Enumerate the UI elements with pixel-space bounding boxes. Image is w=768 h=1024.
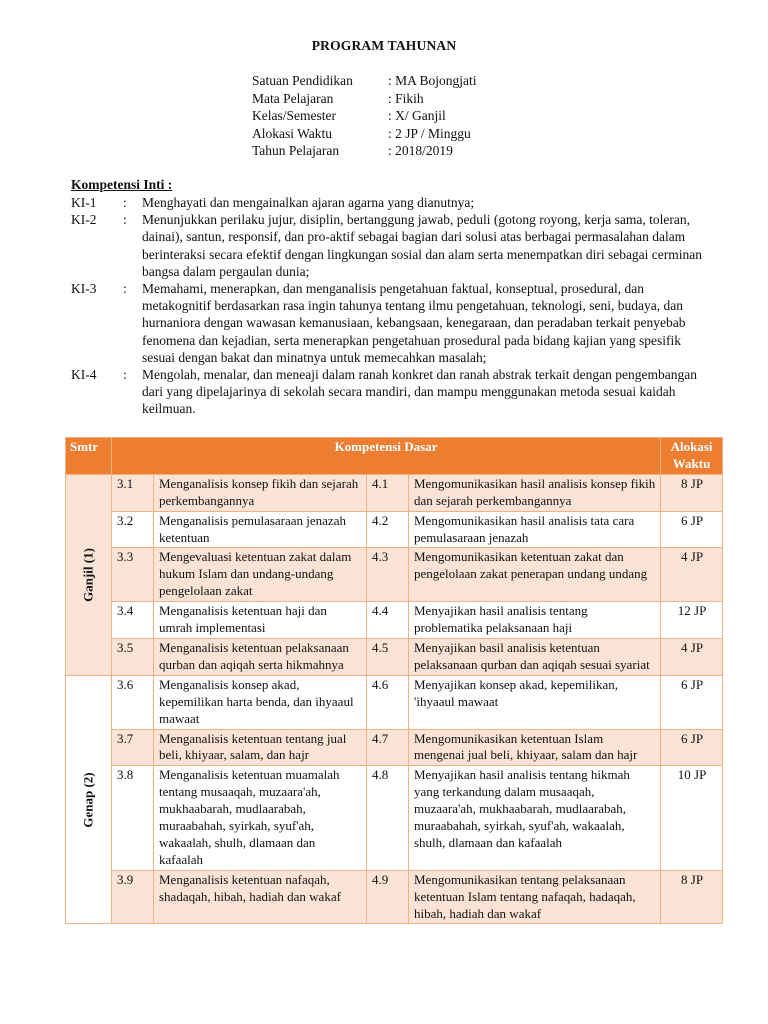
alokasi-value: 4 JP	[661, 638, 723, 675]
table-row	[66, 511, 723, 548]
kd4-text: Menyajikan hasil analisis tentang problematika pelaksanaan haji	[409, 602, 661, 639]
kd3-number: 3.6	[112, 675, 154, 729]
header-kompetensi-dasar: Kompetensi Dasar	[112, 438, 661, 475]
alokasi-value: 8 JP	[661, 474, 723, 511]
table-header-row	[66, 438, 723, 475]
ki-colon: :	[123, 367, 127, 383]
semester-cell	[66, 474, 112, 675]
kd4-text: Mengomunikasikan hasil analisis tata cara pemulasaraan jenazah	[409, 511, 661, 548]
alokasi-value: 6 JP	[661, 729, 723, 766]
ki-text: Menunjukkan perilaku jujur, disiplin, bertanggung jawab, peduli (gotong royong, kerja sama, toleran, dainai), santun, responsif, dan pro-aktif sebagai bagian dari solusi atas berbagai permasalahan dalam berinteraksi secara efektif dengan lingkungan sosial dan alam serta menempatkan diri sebagai cerminan bangsa dalam pergaulan dunia;	[142, 212, 703, 279]
kd4-number: 4.5	[367, 638, 409, 675]
ki-text: Menghayati dan mengainalkan ajaran agarna yang dianutnya;	[142, 195, 475, 210]
alokasi-value: 12 JP	[661, 602, 723, 639]
kd3-text: Menganalisis ketentuan tentang jual beli, khiyaar, salam, dan hajr	[154, 729, 367, 766]
ki-code: KI-3	[71, 281, 97, 297]
ki-item	[71, 366, 711, 418]
ki-heading: Kompetensi Inti :	[71, 177, 173, 192]
identity-label: Kelas/Semester	[252, 108, 336, 123]
ki-item	[71, 211, 711, 280]
kd3-number: 3.2	[112, 511, 154, 548]
kd4-number: 4.8	[367, 766, 409, 870]
ki-code: KI-4	[71, 367, 97, 383]
kd4-number: 4.3	[367, 548, 409, 602]
identity-label: Satuan Pendidikan	[252, 73, 353, 88]
identity-value: : 2 JP / Minggu	[388, 125, 471, 141]
kd4-text: Mengomunikasikan hasil analisis konsep fikih dan sejarah perkembangannya	[409, 474, 661, 511]
table-row	[66, 602, 723, 639]
kd4-number: 4.1	[367, 474, 409, 511]
ki-code: KI-2	[71, 212, 97, 228]
identity-value: : X/ Ganjil	[388, 108, 446, 123]
alokasi-value: 4 JP	[661, 548, 723, 602]
identity-row	[252, 125, 477, 143]
table-row	[66, 870, 723, 924]
ki-item	[71, 194, 711, 211]
ki-colon: :	[123, 195, 127, 210]
identity-value: : MA Bojongjati	[388, 73, 477, 88]
kd3-text: Menganalisis konsep fikih dan sejarah perkembangannya	[154, 474, 367, 511]
alokasi-value: 6 JP	[661, 675, 723, 729]
kd3-text: Menganalisis ketentuan pelaksanaan qurban dan aqiqah serta hikmahnya	[154, 638, 367, 675]
header-smtr: Smtr	[66, 438, 112, 475]
table-row	[66, 474, 723, 511]
kd4-text: Mengomunikasikan tentang pelaksanaan ketentuan Islam tentang nafaqah, hadaqah, hibah, hadiah dan wakaf	[409, 870, 661, 924]
table-row	[66, 675, 723, 729]
table-row	[66, 638, 723, 675]
kd4-number: 4.4	[367, 602, 409, 639]
kd3-text: Mengevaluasi ketentuan zakat dalam hukum Islam dan undang-undang pengelolaan zakat	[154, 548, 367, 602]
table-row	[66, 548, 723, 602]
identity-row	[252, 142, 477, 160]
kd4-text: Mengomunikasikan ketentuan zakat dan pengelolaan zakat penerapan undang undang	[409, 548, 661, 602]
identity-row	[252, 72, 477, 90]
kd3-number: 3.4	[112, 602, 154, 639]
kd3-number: 3.9	[112, 870, 154, 924]
kd4-number: 4.7	[367, 729, 409, 766]
alokasi-value: 10 JP	[661, 766, 723, 870]
kd4-number: 4.2	[367, 511, 409, 548]
kd4-text: Menyajikan basil analisis ketentuan pelaksanaan qurban dan aqiqah sesuai syariat	[409, 638, 661, 675]
identity-block	[252, 72, 477, 160]
identity-label: Mata Pelajaran	[252, 90, 334, 106]
ki-text: Memahami, menerapkan, dan menganalisis pengetahuan faktual, konseptual, prosedural, dan metakognitif berdasarkan rasa ingin tahunya tentang ilmu pengetahuan, teknologi, seni, budaya, dan hurnaniora dengan wawasan kemanusiaan, kebangsaan, kenegaraan, dan peradaban terkait penyebab fenomena dan kejadian, serta menerapkan pengetahuan prosedural pada bidang kajian yang spesifik sesuai dengan bakat dan minatnya untuk memecahkan masalah;	[142, 281, 686, 365]
kd3-text: Menganalisis ketentuan haji dan umrah implementasi	[154, 602, 367, 639]
ki-text: Mengolah, menalar, dan meneaji dalam ranah konkret dan ranah abstrak terkait dengan pengembangan dari yang dipelajarinya di sekolah secara mandiri, dan mampu menggunakan metoda sesuai kaidah keilmuan.	[142, 367, 697, 417]
kd4-number: 4.9	[367, 870, 409, 924]
table-row	[66, 729, 723, 766]
ki-list	[71, 194, 711, 418]
kd4-text: Mengomunikasikan ketentuan Islam mengenai jual beli, khiyaar, salam dan hajr	[409, 729, 661, 766]
kd3-number: 3.3	[112, 548, 154, 602]
document-title: PROGRAM TAHUNAN	[311, 38, 457, 53]
kd3-number: 3.8	[112, 766, 154, 870]
semester-label: Genap (2)	[80, 772, 96, 828]
semester-label: Ganjil (1)	[80, 547, 96, 602]
identity-row	[252, 107, 477, 125]
identity-label: Alokasi Waktu	[252, 125, 333, 141]
identity-value: : 2018/2019	[388, 143, 453, 158]
kd3-text: Menganalisis konsep akad, kepemilikan harta benda, dan ihyaaul mawaat	[154, 675, 367, 729]
identity-label: Tahun Pelajaran	[252, 143, 340, 158]
kd3-number: 3.7	[112, 729, 154, 766]
header-alokasi-waktu: Alokasi Waktu	[661, 438, 723, 475]
kd4-number: 4.6	[367, 675, 409, 729]
identity-row	[252, 90, 477, 108]
table-row	[66, 766, 723, 870]
alokasi-value: 8 JP	[661, 870, 723, 924]
identity-value: : Fikih	[388, 90, 424, 106]
kd3-number: 3.5	[112, 638, 154, 675]
semester-cell	[66, 675, 112, 924]
ki-colon: :	[123, 281, 127, 297]
kd3-text: Menganalisis ketentuan muamalah tentang musaaqah, muzaara'ah, mukhaabarah, mudlaarabah, muraabahah, syirkah, syuf'ah, wakaalah, shulh, dlamaan dan kafaalah	[154, 766, 367, 870]
kompetensi-dasar-table	[65, 437, 723, 924]
kd3-text: Menganalisis pemulasaraan jenazah ketentuan	[154, 511, 367, 548]
kd4-text: Menyajikan konsep akad, kepemilikan, 'ihyaaul mawaat	[409, 675, 661, 729]
ki-code: KI-1	[71, 195, 97, 210]
kd3-number: 3.1	[112, 474, 154, 511]
kd4-text: Menyajikan hasil analisis tentang hikmah yang terkandung dalam musaaqah, muzaara'ah, mukhaabarah, mudlaarabah, muraabahah, syirkah, syuf'ah, wakaalah, shulh, dlamaan dan kafaalah	[409, 766, 661, 870]
ki-item	[71, 280, 711, 366]
alokasi-value: 6 JP	[661, 511, 723, 548]
kd3-text: Menganalisis ketentuan nafaqah, shadaqah, hibah, hadiah dan wakaf	[154, 870, 367, 924]
ki-colon: :	[123, 212, 127, 228]
